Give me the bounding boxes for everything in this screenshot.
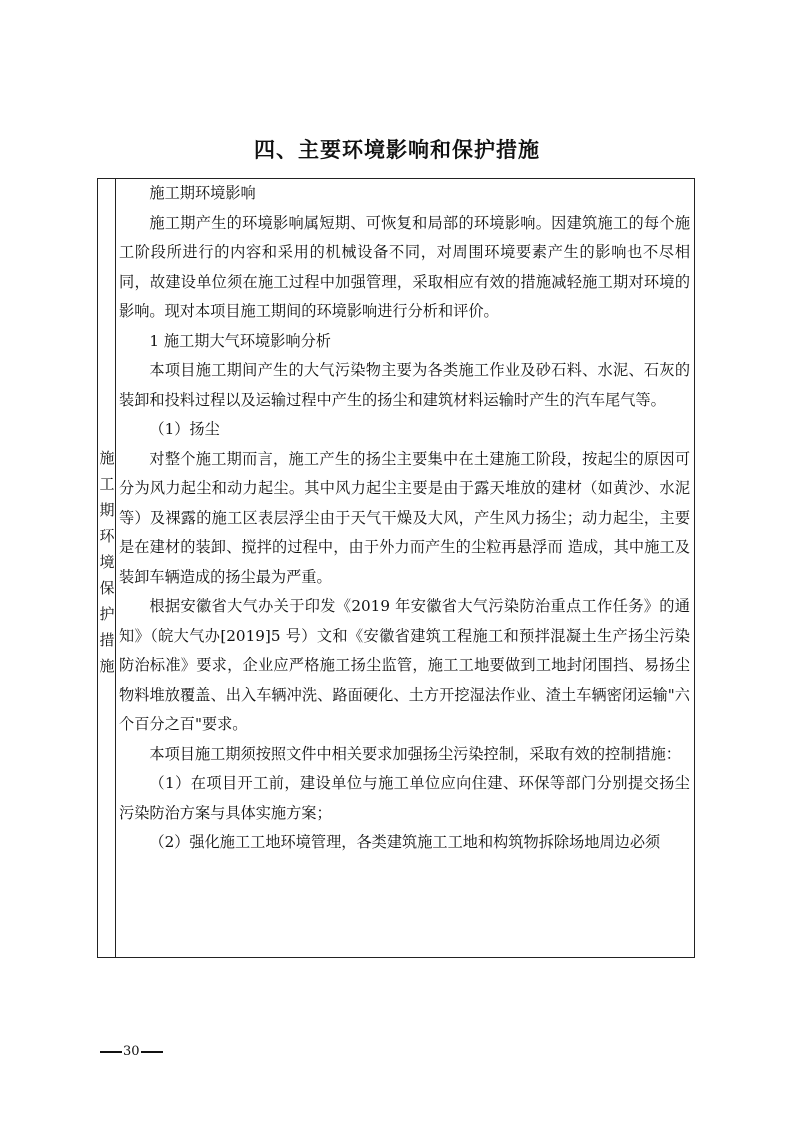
paragraph-measure-1: （1）在项目开工前，建设单位与施工单位应向住建、环保等部门分别提交扬尘污染防治方案与具体实施方案；: [119, 774, 690, 822]
footer-dash-left: [100, 1051, 122, 1053]
page-footer: [100, 1044, 163, 1059]
page-number: 30: [123, 1044, 140, 1059]
paragraph-impact-overview: 施工期产生的环境影响属短期、可恢复和局部的环境影响。因建筑施工的每个施工阶段所进行的内容和采用的机械设备不同，对周围环境要素产生的影响也不尽相同，故建设单位须在施工过程中加强管理，采取相应有效的措施减轻施工期对环境的影响。现对本项目施工期间的环境影响进行分析和评价。: [119, 213, 690, 320]
subheading-dust: （1）扬尘: [149, 420, 220, 438]
section-heading-construction-impact: 施工期环境影响: [149, 184, 256, 202]
table-content: [117, 179, 690, 858]
paragraph-measure-2: （2）强化施工工地环境管理，各类建筑施工工地和构筑物拆除场地周边必须: [149, 833, 661, 851]
footer-dash-right: [141, 1051, 163, 1053]
paragraph-air-pollutants: 本项目施工期间产生的大气污染物主要为各类施工作业及砂石料、水泥、石灰的装卸和投料过程以及运输过程中产生的扬尘和建筑材料运输时产生的汽车尾气等。: [119, 361, 690, 409]
paragraph-dust-sources: 对整个施工期而言，施工产生的扬尘主要集中在土建施工阶段，按起尘的原因可分为风力起尘和动力起尘。其中风力起尘主要是由于露天堆放的建材（如黄沙、水泥等）及裸露的施工区表层浮尘由于天气干燥及大风，产生风力扬尘；动力起尘，主要是在建材的装卸、搅拌的过程中，由于外力而产生的尘粒再悬浮而 造成，其中施工及装卸车辆造成的扬尘最为严重。: [119, 449, 690, 586]
content-table: [97, 178, 695, 958]
side-label-construction-protection: 施 工 期 环 境 保 护 措 施: [99, 449, 115, 675]
side-column: [98, 179, 116, 957]
page-title: 四、主要环境影响和保护措施: [254, 138, 540, 162]
paragraph-regulations: 根据安徽省大气办关于印发《2019 年安徽省大气污染防治重点工作任务》的通知》（皖大气办[2019]5 号）文和《安徽省建筑工程施工和预拌混凝土生产扬尘污染防治标准》要求，企业应严格施工扬尘监管，施工工地要做到工地封闭围挡、易扬尘物料堆放覆盖、出入车辆冲洗、路面硬化、土方开挖湿法作业、渣土车辆密闭运输"六个百分之百"要求。: [119, 597, 690, 733]
paragraph-control-measures: 本项目施工期须按照文件中相关要求加强扬尘污染控制，采取有效的控制措施：: [149, 744, 681, 763]
section-heading-air-impact: 1 施工期大气环境影响分析: [149, 331, 331, 350]
